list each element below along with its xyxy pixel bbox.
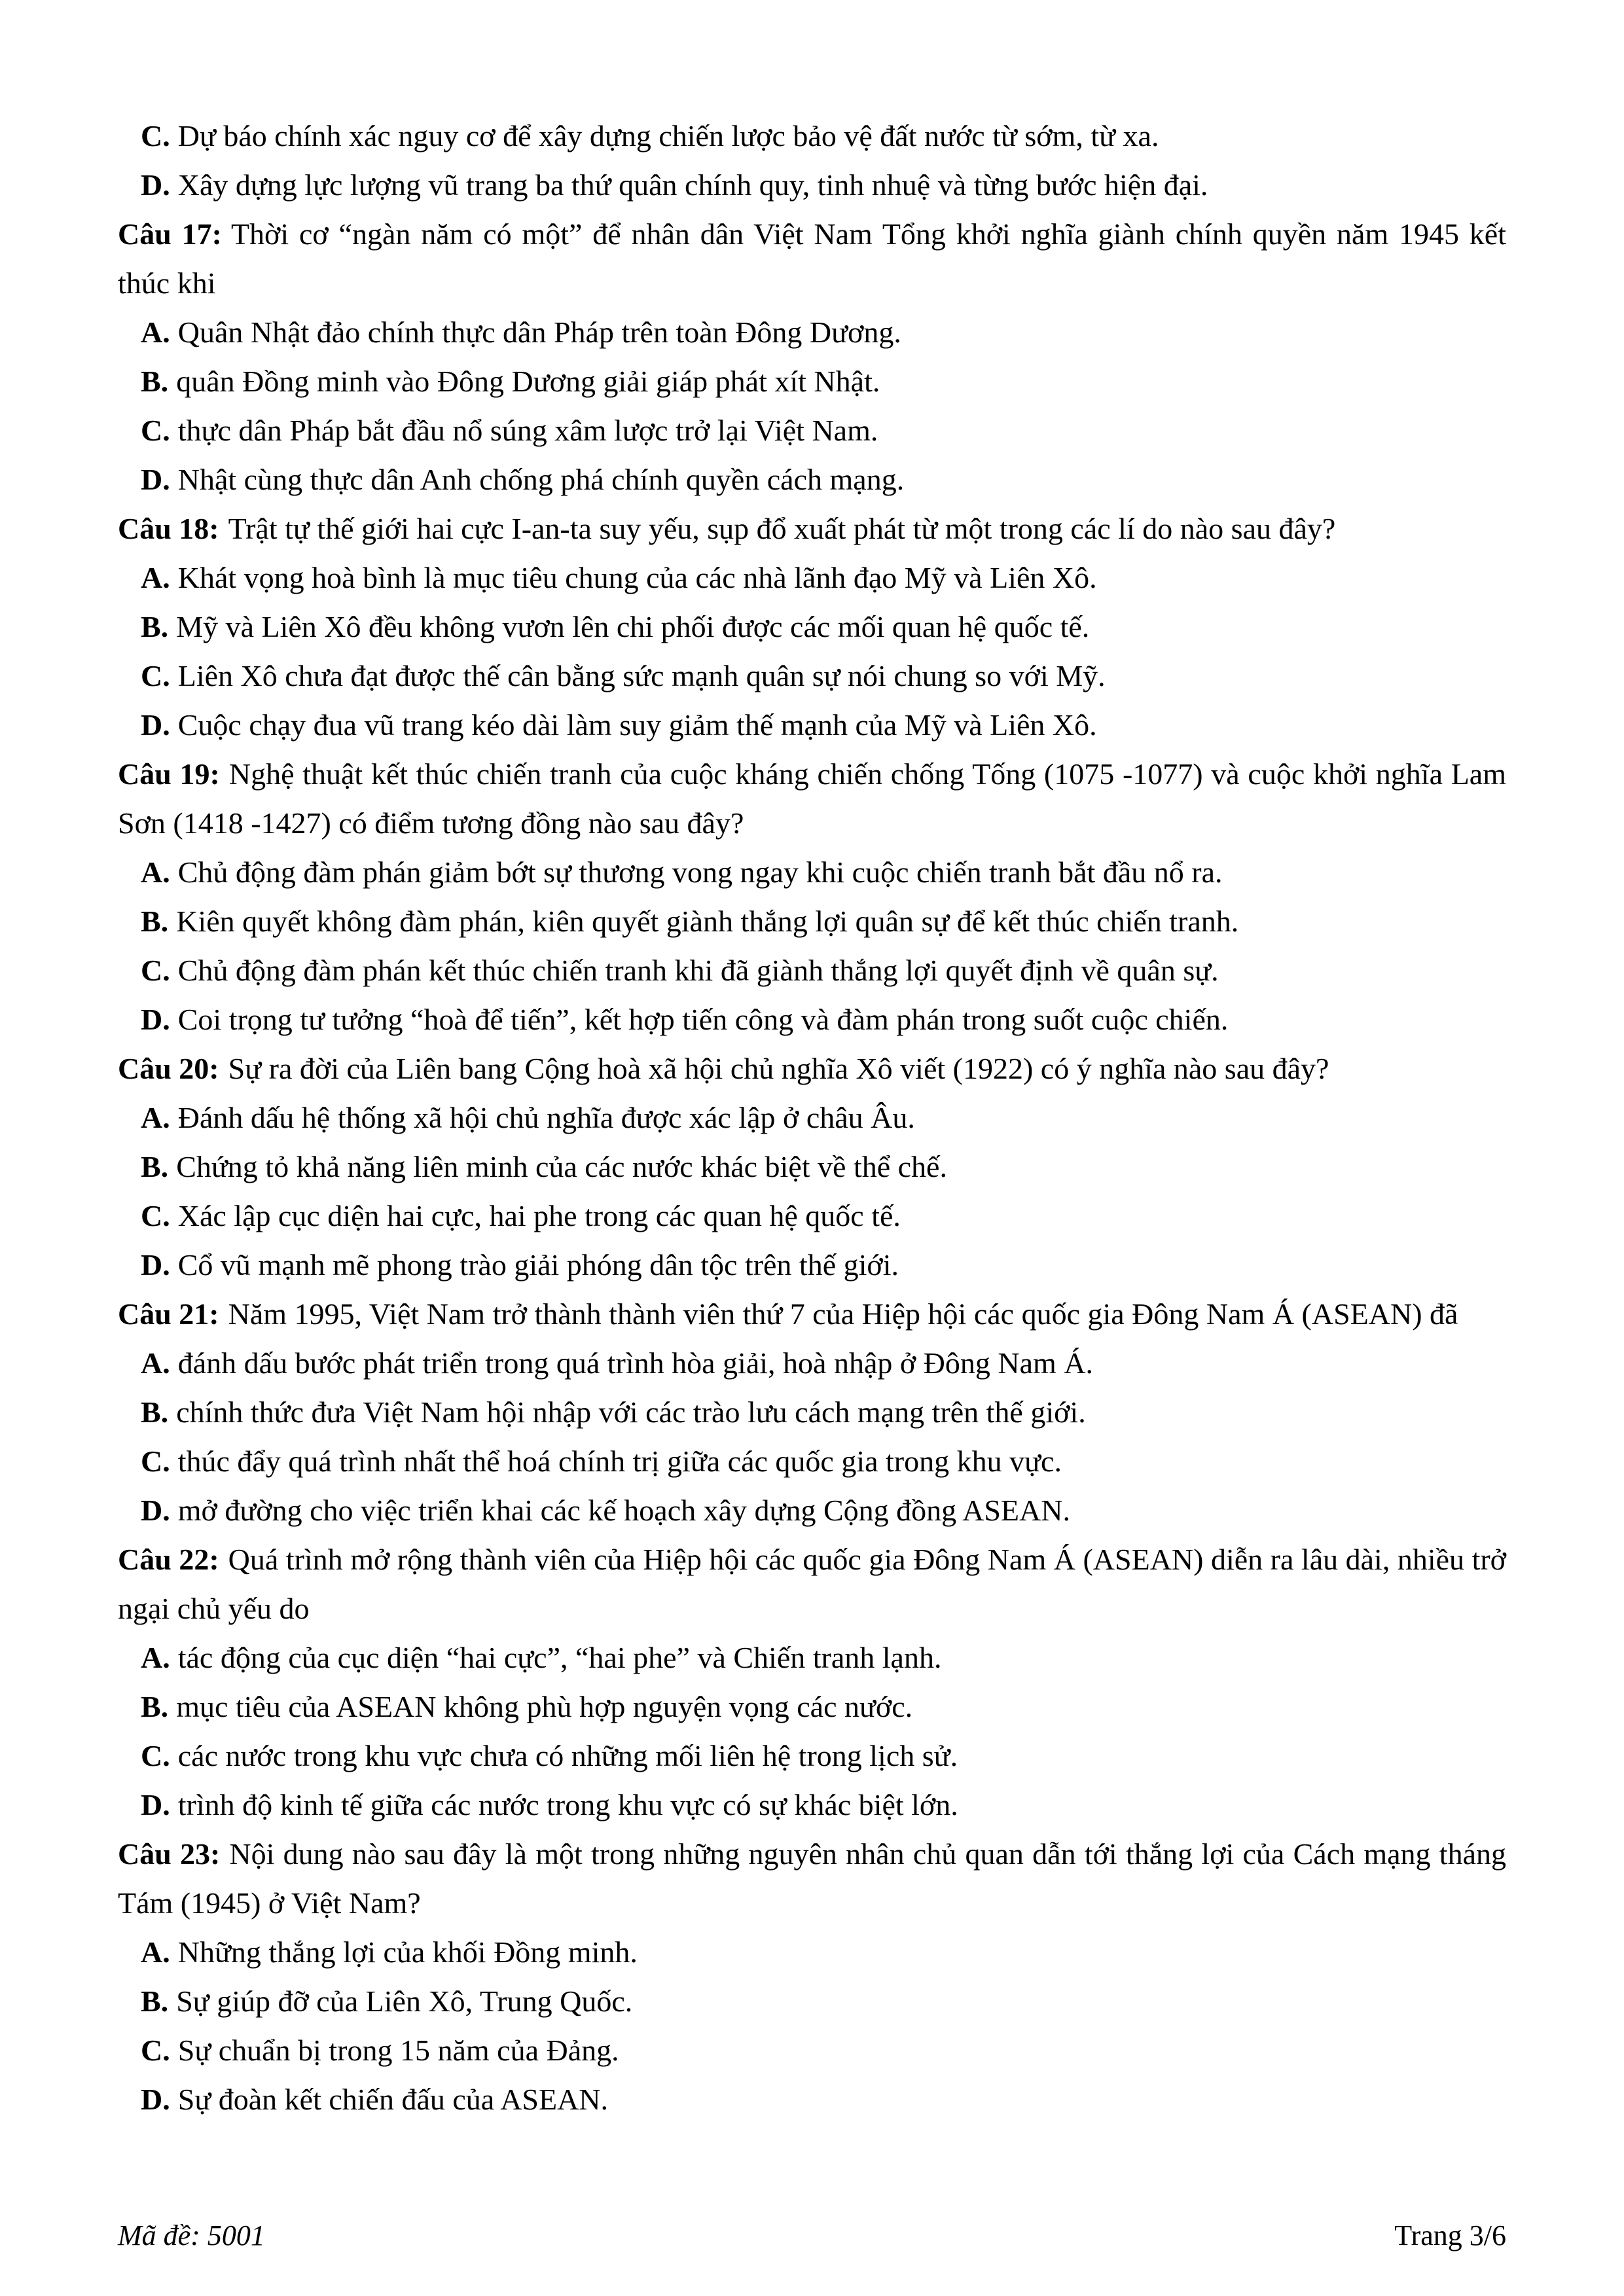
question-stem [118, 209, 1506, 308]
answer-option [118, 700, 1506, 749]
question-label: Câu 19: [118, 757, 220, 791]
option-text: Chủ động đàm phán giảm bớt sự thương vong ngay khi cuộc chiến tranh bắt đầu nổ ra. [177, 855, 1223, 889]
option-label: C. [141, 2034, 170, 2067]
answer-option [118, 1388, 1506, 1437]
question-block [118, 504, 1506, 749]
answer-option [118, 1191, 1506, 1240]
option-text: các nước trong khu vực chưa có những mối liên hệ trong lịch sử. [177, 1739, 958, 1772]
question-label: Câu 18: [118, 512, 219, 545]
option-text: Khát vọng hoà bình là mục tiêu chung của các nhà lãnh đạo Mỹ và Liên Xô. [177, 561, 1097, 594]
option-text: Cổ vũ mạnh mẽ phong trào giải phóng dân tộc trên thế giới. [177, 1248, 899, 1282]
answer-option [118, 946, 1506, 995]
answer-option [118, 2075, 1506, 2124]
option-label: D. [141, 1248, 170, 1282]
answer-option [118, 2026, 1506, 2075]
option-label: B. [141, 1395, 169, 1429]
option-label: C. [141, 1199, 170, 1232]
answer-option [118, 848, 1506, 897]
option-text: Quân Nhật đảo chính thực dân Pháp trên toàn Đông Dương. [177, 315, 901, 349]
question-text: Thời cơ “ngàn năm có một” để nhân dân Việt Nam Tổng khởi nghĩa giành chính quyền năm 1945 kết thúc khi [118, 217, 1507, 300]
answer-option [118, 1338, 1506, 1388]
exam-code: Mã đề: 5001 [118, 2219, 265, 2251]
question-block [118, 209, 1506, 504]
option-text: đánh dấu bước phát triển trong quá trình hòa giải, hoà nhập ở Đông Nam Á. [177, 1346, 1094, 1380]
answer-option [118, 553, 1506, 602]
answer-option [118, 995, 1506, 1044]
option-text: Sự chuẩn bị trong 15 năm của Đảng. [177, 2034, 619, 2067]
option-label: C. [141, 954, 170, 987]
question-label: Câu 21: [118, 1297, 219, 1331]
option-text: mở đường cho việc triển khai các kế hoạch xây dựng Cộng đồng ASEAN. [177, 1494, 1070, 1527]
option-text: thúc đẩy quá trình nhất thể hoá chính trị giữa các quốc gia trong khu vực. [177, 1444, 1062, 1478]
option-label: A. [141, 1101, 170, 1134]
answer-option [118, 1240, 1506, 1289]
option-label: B. [141, 1150, 169, 1183]
option-text: Kiên quyết không đàm phán, kiên quyết giành thắng lợi quân sự để kết thúc chiến tranh. [176, 905, 1239, 938]
question-stem [118, 504, 1506, 553]
option-text: Chứng tỏ khả năng liên minh của các nước khác biệt về thể chế. [176, 1150, 947, 1183]
question-text: Sự ra đời của Liên bang Cộng hoà xã hội chủ nghĩa Xô viết (1922) có ý nghĩa nào sau đây? [228, 1052, 1329, 1085]
option-label: D. [141, 168, 170, 202]
answer-option [118, 1486, 1506, 1535]
answer-option [118, 1928, 1506, 1977]
question-block [118, 1535, 1506, 1829]
option-label: D. [141, 1788, 170, 1821]
option-label: C. [141, 414, 170, 447]
option-text: Sự giúp đỡ của Liên Xô, Trung Quốc. [176, 1984, 633, 2018]
option-label: A. [141, 561, 170, 594]
question-block [118, 1289, 1506, 1535]
question-stem [118, 749, 1506, 848]
option-label: A. [141, 1641, 170, 1674]
option-text: Coi trọng tư tưởng “hoà để tiến”, kết hợp tiến công và đàm phán trong suốt cuộc chiến. [177, 1003, 1229, 1036]
answer-option [118, 1682, 1506, 1731]
option-label: B. [141, 610, 169, 643]
option-label: B. [141, 365, 169, 398]
question-text: Nghệ thuật kết thúc chiến tranh của cuộc kháng chiến chống Tống (1075 -1077) và cuộc khởi nghĩa Lam Sơn (1418 -1427) có điểm tương đồng nào sau đây? [118, 757, 1507, 840]
option-label: C. [141, 1739, 170, 1772]
question-block [118, 749, 1506, 1044]
exam-content [118, 111, 1506, 2124]
option-text: Chủ động đàm phán kết thúc chiến tranh khi đã giành thắng lợi quyết định về quân sự. [177, 954, 1219, 987]
option-text: tác động của cục diện “hai cực”, “hai phe” và Chiến tranh lạnh. [177, 1641, 942, 1674]
option-text: Dự báo chính xác nguy cơ để xây dựng chiến lược bảo vệ đất nước từ sớm, từ xa. [177, 119, 1159, 152]
answer-option [118, 308, 1506, 357]
option-text: Xác lập cục diện hai cực, hai phe trong các quan hệ quốc tế. [177, 1199, 901, 1232]
page-number: Trang 3/6 [1394, 2219, 1506, 2251]
question-label: Câu 20: [118, 1052, 219, 1085]
answer-option [118, 1142, 1506, 1191]
answer-option [118, 651, 1506, 700]
option-text: trình độ kinh tế giữa các nước trong khu vực có sự khác biệt lớn. [177, 1788, 958, 1821]
option-label: A. [141, 855, 170, 889]
option-text: thực dân Pháp bắt đầu nổ súng xâm lược trở lại Việt Nam. [177, 414, 878, 447]
question-text: Năm 1995, Việt Nam trở thành thành viên thứ 7 của Hiệp hội các quốc gia Đông Nam Á (ASEAN) đã [228, 1297, 1458, 1331]
option-text: quân Đồng minh vào Đông Dương giải giáp phát xít Nhật. [176, 365, 880, 398]
answer-option [118, 160, 1506, 209]
answer-option [118, 1780, 1506, 1829]
option-label: A. [141, 1935, 170, 1969]
option-text: Xây dựng lực lượng vũ trang ba thứ quân chính quy, tinh nhuệ và từng bước hiện đại. [177, 168, 1208, 202]
question-label: Câu 17: [118, 217, 222, 251]
option-label: D. [141, 708, 170, 742]
question-block [118, 1829, 1506, 2124]
option-text: mục tiêu của ASEAN không phù hợp nguyện vọng các nước. [176, 1690, 913, 1723]
question-text: Quá trình mở rộng thành viên của Hiệp hội các quốc gia Đông Nam Á (ASEAN) diễn ra lâu dài, nhiều trở ngại chủ yếu do [118, 1543, 1506, 1625]
option-text: Nhật cùng thực dân Anh chống phá chính quyền cách mạng. [177, 463, 905, 496]
option-text: Cuộc chạy đua vũ trang kéo dài làm suy giảm thế mạnh của Mỹ và Liên Xô. [177, 708, 1097, 742]
option-text: Những thắng lợi của khối Đồng minh. [177, 1935, 638, 1969]
option-text: Đánh dấu hệ thống xã hội chủ nghĩa được xác lập ở châu Âu. [177, 1101, 915, 1134]
answer-option [118, 357, 1506, 406]
question-stem [118, 1289, 1506, 1338]
option-text: Mỹ và Liên Xô đều không vươn lên chi phối được các mối quan hệ quốc tế. [176, 610, 1090, 643]
option-label: D. [141, 1494, 170, 1527]
option-label: A. [141, 315, 170, 349]
answer-option [118, 1093, 1506, 1142]
answer-option [118, 1437, 1506, 1486]
option-label: D. [141, 463, 170, 496]
option-label: D. [141, 1003, 170, 1036]
option-label: C. [141, 119, 170, 152]
answer-option [118, 406, 1506, 455]
option-label: B. [141, 1690, 169, 1723]
answer-option [118, 897, 1506, 946]
option-text: chính thức đưa Việt Nam hội nhập với các trào lưu cách mạng trên thế giới. [176, 1395, 1086, 1429]
answer-option [118, 602, 1506, 651]
question-block [118, 1044, 1506, 1289]
question-text: Trật tự thế giới hai cực I-an-ta suy yếu, sụp đổ xuất phát từ một trong các lí do nào sau đây? [228, 512, 1336, 545]
option-label: B. [141, 905, 169, 938]
question-stem [118, 1044, 1506, 1093]
option-label: D. [141, 2083, 170, 2116]
question-label: Câu 22: [118, 1543, 219, 1576]
answer-option [118, 1977, 1506, 2026]
option-label: C. [141, 1444, 170, 1478]
question-text: Nội dung nào sau đây là một trong những nguyên nhân chủ quan dẫn tới thắng lợi của Cách mạng tháng Tám (1945) ở Việt Nam? [118, 1837, 1506, 1920]
question-stem [118, 1829, 1506, 1928]
option-label: B. [141, 1984, 169, 2018]
option-text: Sự đoàn kết chiến đấu của ASEAN. [177, 2083, 609, 2116]
answer-option [118, 1633, 1506, 1682]
question-stem [118, 1535, 1506, 1633]
option-label: C. [141, 659, 170, 692]
question-label: Câu 23: [118, 1837, 221, 1871]
option-text: Liên Xô chưa đạt được thế cân bằng sức mạnh quân sự nói chung so với Mỹ. [177, 659, 1106, 692]
option-label: A. [141, 1346, 170, 1380]
answer-option [118, 1731, 1506, 1780]
page-footer [118, 2219, 1506, 2252]
answer-option [118, 455, 1506, 504]
answer-option [118, 111, 1506, 160]
